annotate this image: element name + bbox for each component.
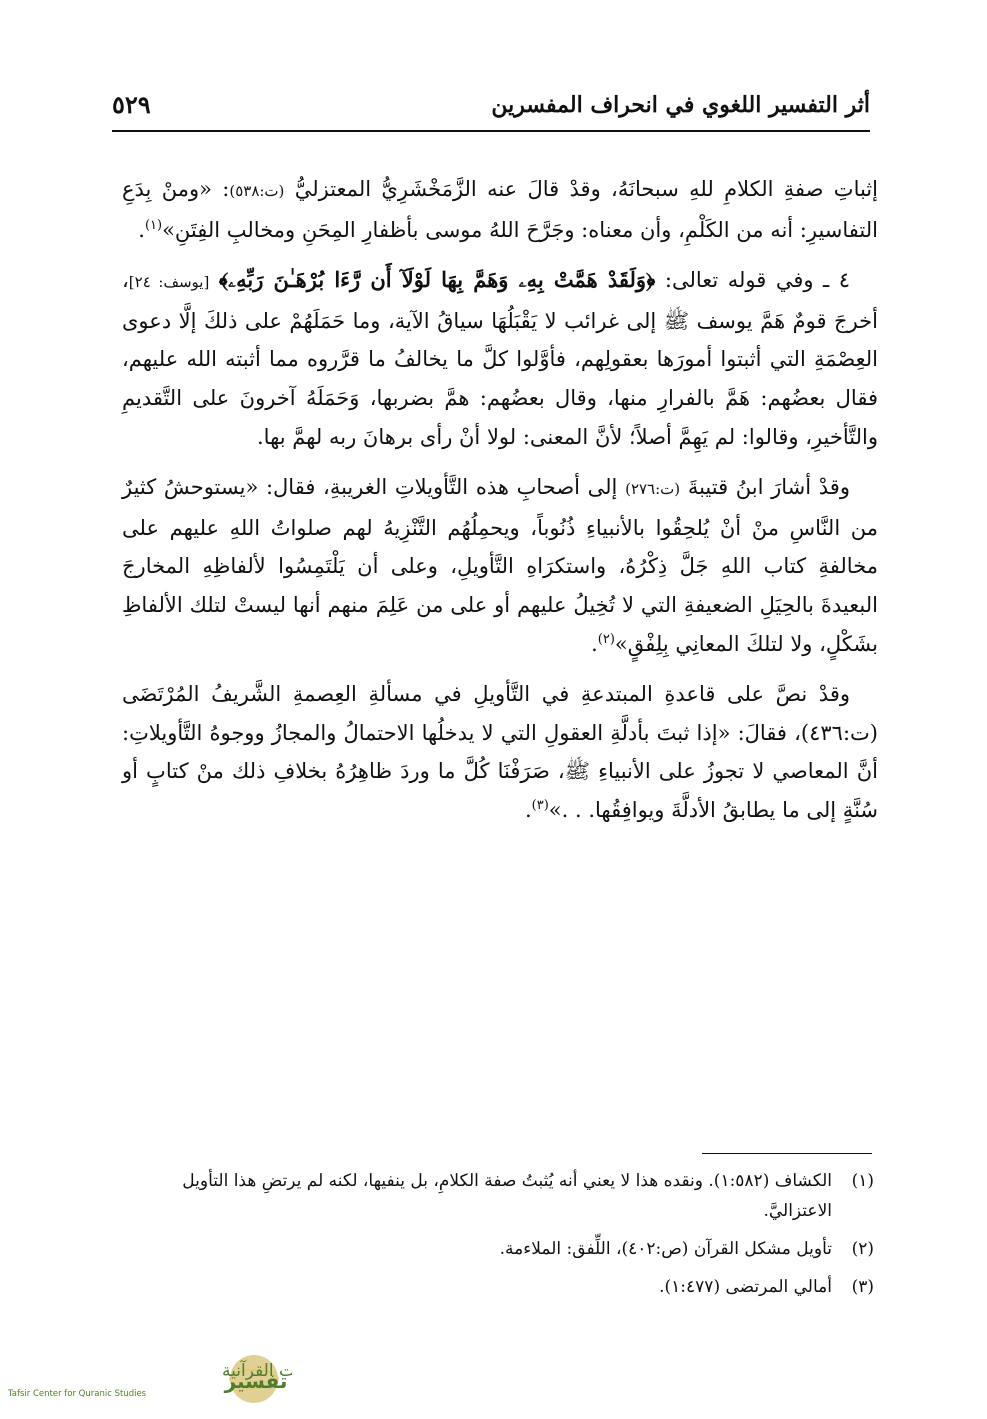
footnote-ref-3[interactable]: (٣) xyxy=(531,797,549,813)
footnote-number: (٢) xyxy=(851,1239,874,1259)
footnote-text: أمالي المرتضى (١:٤٧٧). xyxy=(659,1277,832,1297)
p3-text-a: وقدْ أشارَ ابنُ قتيبةَ xyxy=(680,475,850,500)
paragraph-3 xyxy=(122,468,878,663)
page-number: ٥٢٩ xyxy=(112,90,151,119)
paragraph-2 xyxy=(122,261,878,456)
tafsir-center-logo xyxy=(2,1352,292,1408)
p3-text-b: إلى أصحابِ هذه التَّأويلاتِ الغريبةِ، فقال: «يستوحشُ كثيرٌ من النَّاسِ منْ أنْ يُلحِقُوا بالأنبياءِ ذُنُوباً، ويحمِلُهُم التَّنْزِيهُ لهم صلواتُ اللهِ عليهم على مخالفةِ كتاب اللهِ جَلَّ ذِكْرُهُ، واستكرَاهِ التَّأويلِ، وعلى أن يَلْتَمِسُوا لألفاظِهِ المخارجَ البعيدةَ بالحِيَلِ الضعيفةِ التي لا تُخِيلُ عليهم أو على من عَلِمَ منهم أنها ليستْ لتلك الألفاظِ بشَكْلٍ، ولا لتلكَ المعانِي بِلِفْقٍ» xyxy=(122,475,878,656)
footnote-item xyxy=(122,1166,874,1226)
p4-text-a: وقدْ نصَّ على قاعدةِ المبتدعةِ في التَّأويلِ في مسألةِ العِصمةِ الشَّريفُ المُرْتَضَى (ت:٤٣٦)، فقالَ: «إذا ثبتَ بأدلَّةِ العقولِ التي لا يدخلُها الاحتمالُ والمجازُ ووجوهُ التَّأويلاتِ: أنَّ المعاصي لا تجوزُ على الأنبياءِ ﷺ، صَرَفْنَا كُلَّ ما وردَ ظاهِرُهُ بخلافِ ذلك منْ كتابٍ أو سُنَّةٍ إلى ما يطابقُ الأدلَّةَ ويوافِقُها. . .» xyxy=(122,682,878,822)
p3-death-date: (ت:٢٧٦) xyxy=(625,480,681,499)
p1-text-a: إثباتِ صفةِ الكلامِ للهِ سبحانَهُ، وقدْ قالَ عنه الزَّمَخْشَرِيُّ المعتزليُّ xyxy=(284,177,878,201)
p1-text-c: . xyxy=(138,217,145,242)
running-header xyxy=(112,84,870,132)
logo-emblem-text: تفسير xyxy=(224,1369,288,1393)
logo-graphic xyxy=(2,1352,292,1408)
quran-verse: ﴿وَلَقَدْ هَمَّتْ بِهِۦ وَهَمَّ بِهَا لَوْلَآ أَن رَّءَا بُرْهَـٰنَ رَبِّهِۦ﴾ xyxy=(218,267,656,293)
header-title: أثر التفسير اللغوي في انحراف المفسرين xyxy=(491,92,870,118)
footnote-text: تأويل مشكل القرآن (ص:٤٠٢)، اللِّفق: الملاءمة. xyxy=(499,1239,832,1259)
footnote-item xyxy=(122,1234,874,1264)
p4-text-c: . xyxy=(524,797,532,822)
footnote-text: الكشاف (١:٥٨٢). ونقده هذا لا يعني أنه يُثبتُ صفة الكلامِ، بل ينفيها، لكنه لم يرتضِ هذا التأويل الاعتزاليَّ. xyxy=(182,1171,832,1221)
main-text xyxy=(122,170,878,842)
p1-text-b: : «ومنْ بِدَعِ التفاسيرِ: أنه من الكَلْمِ، وأن معناه: وجَرَّحَ اللهُ موسى بأظفارِ المِحَنِ ومخالبِ الفِتَنِ» xyxy=(122,177,878,242)
footnote-ref-2[interactable]: (٢) xyxy=(597,631,615,647)
p2-text-b: ، أخرجَ قومٌ هَمَّ يوسف ﷺ إلى غرائب لا يَقْبَلُهَا سياقُ الآية، وما حَمَلَهُمْ على ذلكَ إلَّا دعوى العِصْمَةِ التي أثبتوا أمورَها بعقولِهم، فأوَّلوا كلَّ ما يخالفُ ما قرَّروه مما أثبته الله عليهم، فقال بعضُهم: هَمَّ بالفرارِ منها، وقال بعضُهم: همَّ بضربها، وَحَمَلَهُ آخرونَ على التَّقديمِ والتَّأخيرِ، وقالوا: لم يَهِمَّ أصلاً؛ لأنَّ المعنى: لولا أنْ رأى برهانَ ربه لهمَّ بها. xyxy=(122,268,878,449)
footnote-item xyxy=(122,1272,874,1302)
p3-text-c: . xyxy=(591,631,598,656)
footnote-number: (١) xyxy=(851,1171,874,1191)
logo-english-name: Tafsir Center for Quranic Studies xyxy=(8,1389,147,1399)
p2-text-a: ٤ ـ وفي قوله تعالى: xyxy=(655,268,850,293)
logo-arabic-name: ت القرآنية xyxy=(222,1361,292,1381)
footnote-number: (٣) xyxy=(851,1277,874,1297)
footnote-separator xyxy=(702,1153,872,1154)
footnotes xyxy=(122,1166,874,1310)
paragraph-4 xyxy=(122,675,878,829)
footnote-ref-1[interactable]: (١) xyxy=(144,217,163,233)
verse-reference: [يوسف: ٢٤] xyxy=(128,273,210,292)
paragraph-1 xyxy=(122,170,878,249)
p1-death-date: (ت:٥٣٨) xyxy=(229,182,285,200)
